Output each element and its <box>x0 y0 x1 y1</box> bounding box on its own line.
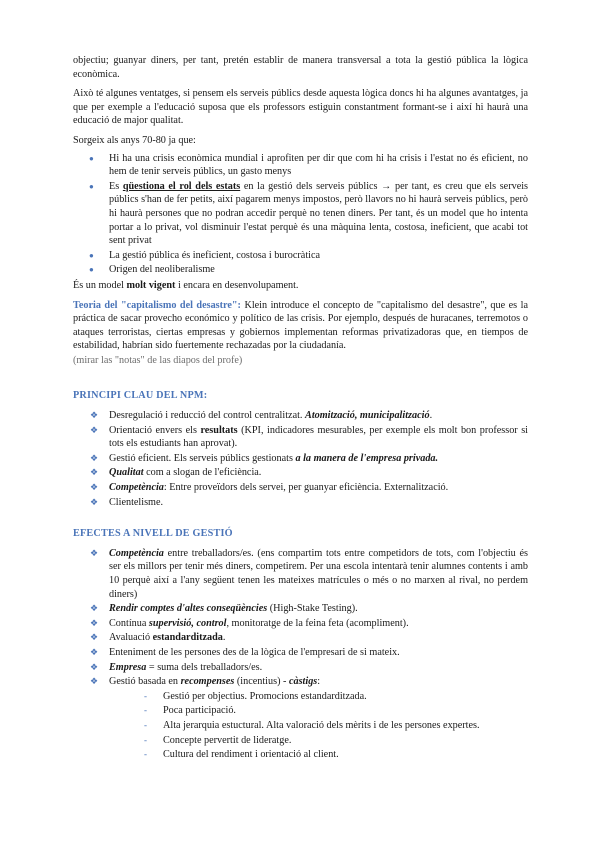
list-item: ● Es qüestiona el rol dels estats en la gestió dels serveis públics → per tant, es creu que els serveis públics s'han de fer petits, així pagarem menys impostos, però llavors no hi haurà serveis públics, però hi haurà persones que no podran accedir perquè no tenen diners. Per tant, és un model que ho intenta portar a lo privat, vol disminuir l'estat perquè és una màquina lenta, costosa, ineficient, que acabi tot sent privat <box>89 180 529 247</box>
bullet-diamond-icon: ❖ <box>90 547 99 558</box>
rewards-sublist <box>109 690 528 762</box>
list-item: ❖ Competència: Entre proveïdors dels servei, per guanyar eficiència. Externalització. <box>90 482 449 494</box>
bullet-dot-icon: ● <box>89 250 94 260</box>
bullet-dot-icon: ● <box>89 153 94 163</box>
list-item: ❖ Rendir comptes d'altes conseqüències (High-Stake Testing). <box>90 603 358 615</box>
list-item: ❖ Competència entre treballadors/es. (ens compartim tots entre competidors de tots, com l'objectiu és ser els millors per tenir més diners, competirem. Per una escola intentarà tenir alumnes contents i amb 10 perquè així a l'any següent tenen les mateixes matrícules o més o no marxen al rival, no perdem diners) <box>90 547 528 600</box>
bullet-dot-icon: ● <box>89 265 94 275</box>
sub-list-item: - Concepte pervertit de lideratge. <box>144 734 292 746</box>
bullet-diamond-icon: ❖ <box>90 632 99 643</box>
list-item: ❖ Gestió eficient. Els serveis públics gestionats a la manera de l'empresa privada. <box>90 452 439 464</box>
paragraph-objective: objectiu; guanyar diners, per tant, pretén establir de manera transversal a tota la gestió pública la lògica econòmica. <box>73 55 528 80</box>
list-item: ❖ Clientelisme. <box>90 496 164 508</box>
list-item: ● Hi ha una crisis econòmica mundial i aprofiten per dir que com hi ha crisis i l'estat no és eficient, no hem de tenir serveis públics, un gasto menys <box>89 152 528 178</box>
list-item: ❖ Avaluació estandarditzada. <box>90 632 226 644</box>
paragraph-origin-intro: Sorgeix als anys 70-80 ja que: <box>73 134 196 146</box>
bullet-dot-icon: ● <box>89 181 94 191</box>
bullet-dash-icon: - <box>144 734 147 745</box>
list-item: ❖ Qualitat com a slogan de l'eficiència. <box>90 467 262 479</box>
list-item: ❖ Gestió basada en recompenses (incentius) - càstigs: - Gestió per objectius. Promocions estandarditzada. - Poca participació. - Alta jerarquia estuctural. Alta valoració dels mèrits i de les persones expertes. - Concepte pervertit de lideratge. - Cultura del rendiment i orientació al client. <box>73 675 528 762</box>
bullet-diamond-icon: ❖ <box>90 467 99 478</box>
paragraph-model-status: És un model molt vigent i encara en desenvolupament. <box>73 279 299 291</box>
bullet-dash-icon: - <box>144 690 147 701</box>
list-item: ❖ Empresa = suma dels treballadors/es. <box>90 661 263 673</box>
bullet-diamond-icon: ❖ <box>90 410 99 421</box>
npm-principles-list <box>73 409 528 509</box>
list-item: ❖ Contínua supervisió, control, monitoratge de la feina feta (acompliment). <box>90 617 409 629</box>
section-title-management-effects: EFECTES A NIVELL DE GESTIÓ <box>73 528 233 540</box>
bullet-diamond-icon: ❖ <box>90 424 99 435</box>
sub-list-item: - Cultura del rendiment i orientació al client. <box>144 749 339 761</box>
theory-label: Teoria del "capitalismo del desastre": <box>73 299 241 311</box>
bullet-diamond-icon: ❖ <box>90 603 99 614</box>
list-item: ❖ Enteniment de les persones des de la lògica de l'empresari de si mateix. <box>90 646 400 658</box>
list-item: ❖ Orientació envers els resultats (KPI, indicadores mesurables, per exemple els molt bon professor si tots els estudiants han aprovat). <box>90 424 528 450</box>
list-item: ● Origen del neoliberalisme <box>89 264 215 276</box>
bullet-diamond-icon: ❖ <box>90 482 99 493</box>
paragraph-advantages: Això té algunes ventatges, si pensem els serveis públics desde aquesta lògica doncs hi ha algunes avantatges, ja que per exemple a l'educació suposa que els professors estiguin constantment formant-se i així hi haurà una educació de major qualitat. <box>73 88 528 127</box>
bullet-diamond-icon: ❖ <box>90 646 99 657</box>
bullet-diamond-icon: ❖ <box>90 617 99 628</box>
bullet-diamond-icon: ❖ <box>90 496 99 507</box>
bullet-dash-icon: - <box>144 749 147 760</box>
paragraph-disaster-capitalism: Teoria del "capitalismo del desastre": Klein introduce el concepto de "capitalismo del desastre", que es la práctica de sacar provecho económico y político de las crisis. Por ejemplo, después de huracanes, terremotos o ataques terroristas, ciertas empresas y gobiernos implementan reformas privatizadoras que, en tiempos de estabilidad, habrían sido fuertemente rechazadas por la ciudadanía. <box>73 299 528 352</box>
origin-list <box>73 152 528 277</box>
bullet-diamond-icon: ❖ <box>90 676 99 687</box>
bullet-diamond-icon: ❖ <box>90 661 99 672</box>
bullet-diamond-icon: ❖ <box>90 452 99 463</box>
list-item: ❖ Desregulació i reducció del control centralitzat. Atomització, municipalització. <box>90 410 433 422</box>
slides-note: (mirar las "notas" de las diapos del profe) <box>73 354 243 366</box>
section-title-npm-principles: PRINCIPI CLAU DEL NPM: <box>73 390 208 402</box>
sub-list-item: - Gestió per objectius. Promocions estandarditzada. <box>144 690 367 702</box>
sub-list-item: - Alta jerarquia estuctural. Alta valoració dels mèrits i de les persones expertes. <box>144 719 480 731</box>
management-effects-list <box>73 547 528 762</box>
bullet-dash-icon: - <box>144 719 147 730</box>
bullet-dash-icon: - <box>144 705 147 716</box>
list-item: ● La gestió pública és ineficient, costosa i burocràtica <box>89 249 321 261</box>
sub-list-item: - Poca participació. <box>144 705 236 717</box>
